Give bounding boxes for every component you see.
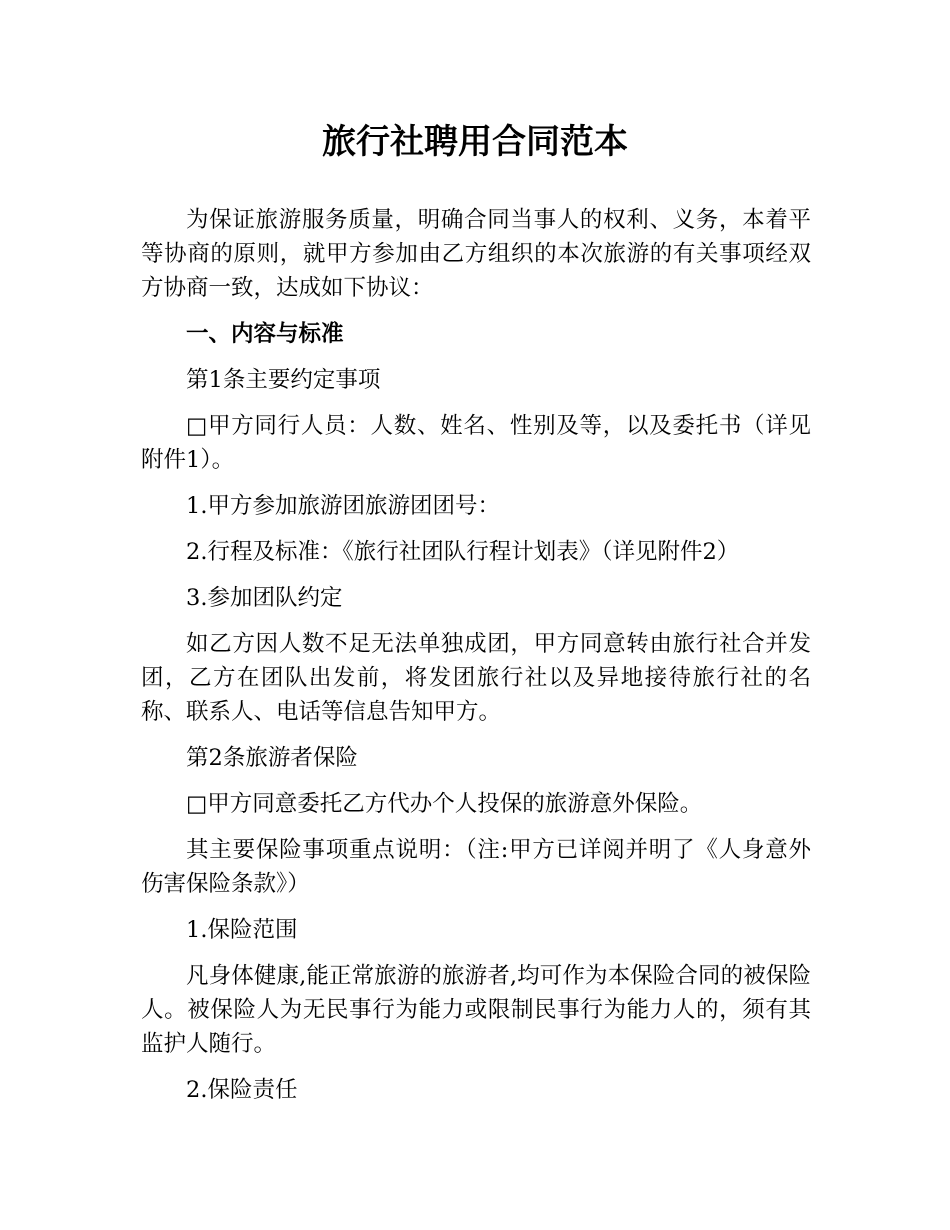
document-body [141, 203, 811, 1119]
insurance-scope-paragraph: 凡身体健康,能正常旅游的旅游者,均可作为本保险合同的被保险人。被保险人为无民事行为能力或限制民事行为能力人的，须有其监护人随行。 [141, 963, 811, 1057]
insurance-liability-heading: 2.保险责任 [186, 1077, 298, 1103]
article-2-heading: 第2条旅游者保险 [186, 745, 358, 771]
merged-group-paragraph: 如乙方因人数不足无法单独成团，甲方同意转由旅行社合并发团，乙方在团队出发前，将发团旅行社以及异地接待旅行社的名称、联系人、电话等信息告知甲方。 [141, 631, 811, 725]
document-title: 旅行社聘用合同范本 [322, 122, 628, 162]
insurance-consent-paragraph: □甲方同意委托乙方代办个人投保的旅游意外保险。 [186, 791, 703, 817]
itinerary-paragraph: 2.行程及标准：《旅行社团队行程计划表》（详见附件2） [186, 539, 740, 565]
group-agreement-heading: 3.参加团队约定 [186, 585, 343, 611]
section-heading-content-standards: 一、内容与标准 [186, 321, 344, 347]
intro-paragraph: 为保证旅游服务质量，明确合同当事人的权利、义务，本着平等协商的原则，就甲方参加由乙方组织的本次旅游的有关事项经双方协商一致，达成如下协议： [141, 207, 811, 301]
insurance-notes-paragraph: 其主要保险事项重点说明：（注:甲方已详阅并明了《人身意外伤害保险条款》） [141, 837, 811, 897]
insurance-scope-heading: 1.保险范围 [186, 917, 298, 943]
tour-group-number-paragraph: 1.甲方参加旅游团旅游团团号： [186, 493, 500, 519]
article-1-heading: 第1条主要约定事项 [186, 367, 381, 393]
companions-paragraph: □甲方同行人员：人数、姓名、性别及等，以及委托书（详见附件1）。 [141, 413, 811, 473]
